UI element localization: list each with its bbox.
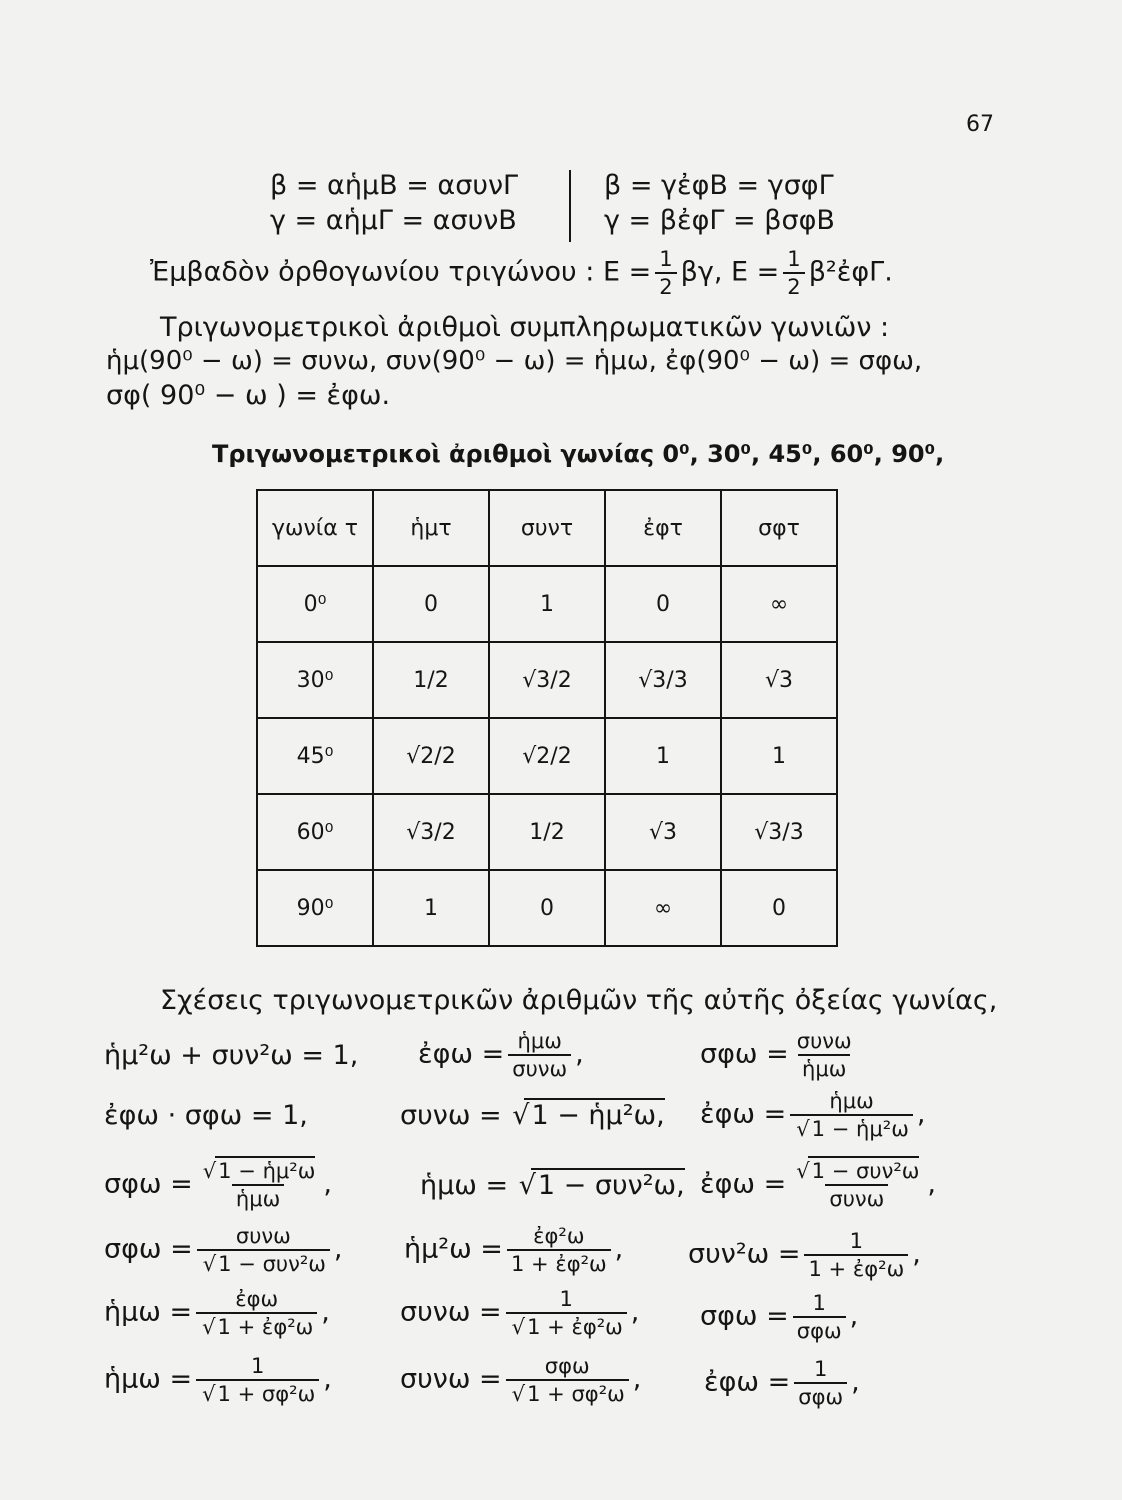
def-divider [569, 170, 571, 242]
rel4-a: σφω = συνω √ 1 − συν²ω , [104, 1225, 343, 1275]
frac-den: ἡμω [232, 1184, 284, 1210]
frac-den [196, 1312, 317, 1338]
header-tan: ἐφτ [605, 490, 721, 566]
table-cell: 1 [489, 566, 605, 642]
header-angle: γωνία τ [257, 490, 373, 566]
table-cell: 30⁰ [257, 642, 373, 718]
table-cell: 0 [721, 870, 837, 946]
frac-num: 1 [813, 1356, 828, 1381]
table-cell: 0 [373, 566, 489, 642]
frac-num: 1 [559, 1286, 573, 1311]
frac-den [506, 1379, 629, 1405]
frac-den: 1 + ἐφ²ω [507, 1249, 611, 1275]
rel2-b [400, 1100, 665, 1131]
frac-den: σφω [794, 1382, 847, 1408]
frac [790, 1160, 923, 1210]
frac [793, 1292, 846, 1342]
rel2-a: ἐφω · σφω = 1, [104, 1100, 308, 1131]
lhs: ἐφω = [700, 1168, 787, 1200]
rel1-a: ἡμ²ω + συν²ω = 1, [104, 1040, 359, 1071]
table-cell: √3 [605, 794, 721, 870]
frac [507, 1225, 611, 1275]
complementary-line1: ἡμ(90⁰ − ω) = συνω, συν(90⁰ − ω) = ἡμω, ἐφ(90⁰ − ω) = σφω, [106, 346, 923, 376]
lhs: σφω = [104, 1233, 193, 1265]
area-e1: E = [602, 256, 652, 288]
table-cell: 1 [721, 718, 837, 794]
table-cell: 0 [489, 870, 605, 946]
frac-num: 1 [659, 246, 673, 271]
area-frac2 [783, 248, 804, 298]
radical: √ 1 − ἡμ²ω [808, 1114, 909, 1141]
radical: √ 1 + σφ²ω [524, 1379, 625, 1406]
frac-num: ἡμω [829, 1088, 874, 1113]
frac [197, 1225, 330, 1275]
frac [196, 1288, 317, 1338]
area-t2: β²ἐφΓ. [808, 256, 893, 288]
lhs: συνω = [400, 1100, 502, 1131]
frac-den [197, 1249, 330, 1275]
header-cot: σφτ [721, 490, 837, 566]
rel3-b [420, 1170, 685, 1201]
frac-num: 1 [250, 1353, 265, 1378]
frac [506, 1288, 627, 1338]
radical: √ 1 + ἐφ²ω [524, 1312, 623, 1339]
frac-den [196, 1379, 319, 1405]
rel2-c: ἐφω = ἡμω √ 1 − ἡμ²ω , [700, 1090, 925, 1140]
table-cell: 60⁰ [257, 794, 373, 870]
def-left-1: β = αἡμΒ = ασυνΓ [270, 170, 519, 201]
trig-table [256, 489, 838, 947]
table-cell: √3/3 [605, 642, 721, 718]
lhs: ἡμω = [104, 1296, 193, 1328]
table-row [257, 870, 837, 946]
rel1-c [700, 1030, 860, 1080]
frac-num: ἡμω [517, 1028, 562, 1053]
area-t1: βγ, [680, 256, 723, 288]
rel5-c: σφω = $\frac{1}{\text{σφω}}$ , [700, 1290, 859, 1344]
relations-heading: Σχέσεις τριγωνομετρικῶν ἀριθμῶν τῆς αὐτῆς ὀξείας γωνίας, [160, 985, 998, 1016]
lhs: συνω = [400, 1296, 502, 1328]
frac [790, 1090, 913, 1140]
header-cos: συντ [489, 490, 605, 566]
area-frac1 [655, 248, 676, 298]
radical: √ 1 − ἡμ²ω [215, 1156, 316, 1183]
lhs: ἐφω = [704, 1366, 791, 1398]
rel6-c: ἐφω = $\frac{1}{\text{σφω}}$ , [704, 1356, 860, 1410]
table-cell: √3/2 [489, 642, 605, 718]
frac [196, 1355, 319, 1405]
table-cell: 1 [605, 718, 721, 794]
table-cell: 1/2 [373, 642, 489, 718]
table-cell: ∞ [605, 870, 721, 946]
frac-den [506, 1312, 627, 1338]
page-number: 67 [966, 112, 994, 137]
lhs: συνω = [400, 1363, 502, 1395]
rel4-c: συν²ω = $\frac{1}{\text{1 + ἐφ²ω}}$ , [688, 1228, 921, 1282]
radical: √ 1 + σφ²ω [214, 1379, 315, 1406]
header-sin: ἡμτ [373, 490, 489, 566]
lhs: ἡμω = [104, 1363, 193, 1395]
frac-num [790, 1160, 923, 1184]
table-row [257, 642, 837, 718]
complementary-heading: Τριγωνομετρικοὶ ἀριθμοὶ συμπληρωματικῶν γωνιῶν : [160, 312, 890, 343]
frac-den: συνω [825, 1184, 888, 1210]
area-e2: E = [731, 256, 780, 288]
frac-num: σφω [544, 1353, 590, 1378]
frac-den [790, 1114, 913, 1140]
frac [794, 1358, 847, 1408]
table-cell: 90⁰ [257, 870, 373, 946]
radical: √ 1 + ἐφ²ω [214, 1312, 313, 1339]
table-cell: √3/2 [373, 794, 489, 870]
lhs: ἐφω = [418, 1038, 505, 1070]
frac-den: 2 [655, 272, 676, 298]
complementary-line2: σφ( 90⁰ − ω ) = ἐφω. [106, 380, 391, 411]
table-cell: √2/2 [489, 718, 605, 794]
rel4-b: ἡμ²ω = $\frac{\text{ἐφ²ω}}{\text{1 + ἐφ²ω}}$ , [404, 1223, 624, 1277]
frac-num: 1 [812, 1290, 826, 1315]
table-cell: √3/3 [721, 794, 837, 870]
table-cell: √3 [721, 642, 837, 718]
def-right-1: β = γἐφΒ = γσφΓ [604, 170, 834, 201]
table-cell: √2/2 [373, 718, 489, 794]
table-row [257, 566, 837, 642]
table-cell: 45⁰ [257, 718, 373, 794]
rel5-b: συνω = 1 √ 1 + ἐφ²ω , [400, 1288, 639, 1338]
rel1-b: ἐφω = $\frac{\text{ἡμω}}{\text{συνω}}$ , [418, 1028, 584, 1082]
lhs: σφω = [700, 1038, 789, 1070]
rel6-a: ἡμω = 1 √ 1 + σφ²ω , [104, 1355, 332, 1405]
rel3-a: σφω = √ $\frac{\text{1 − ἡμ²ω}}{\text{ἡμω}}$ , [104, 1160, 332, 1210]
table-row [257, 718, 837, 794]
radical: √ 1 − ἡμ²ω, [524, 1098, 665, 1131]
lhs: συν²ω = [688, 1238, 801, 1270]
rel6-b: συνω = σφω √ 1 + σφ²ω , [400, 1355, 641, 1405]
frac-den: συνω [508, 1054, 571, 1080]
lhs: σφω = [104, 1168, 193, 1200]
frac [804, 1230, 908, 1280]
table-row [257, 794, 837, 870]
frac [793, 1030, 856, 1080]
frac [506, 1355, 629, 1405]
frac-num: συνω [796, 1028, 852, 1053]
lhs: ἐφω = [700, 1098, 787, 1130]
frac-den: ἡμω [798, 1054, 850, 1080]
frac-num [197, 1160, 320, 1184]
area-label: Ἐμβαδὸν ὀρθογωνίου τριγώνου : [150, 256, 595, 288]
lhs: ἡμ²ω = [404, 1233, 503, 1265]
frac-num: 1 [787, 246, 801, 271]
frac-num: συνω [235, 1223, 291, 1248]
table-header-row [257, 490, 837, 566]
frac-den: 2 [783, 272, 804, 298]
table-cell: ∞ [721, 566, 837, 642]
frac-num: 1 [849, 1228, 864, 1253]
radical: √ 1 − συν²ω [215, 1249, 326, 1276]
table-cell: 1/2 [489, 794, 605, 870]
table-cell: 1 [373, 870, 489, 946]
lhs: ἡμω = [420, 1170, 509, 1201]
frac [508, 1030, 571, 1080]
frac-den: σφω [793, 1316, 846, 1342]
radical: √ 1 − συν²ω, [531, 1168, 685, 1201]
rel3-c: ἐφω = √ $\frac{\text{1 − συν²ω}}{\text{συνω}}$ , [700, 1160, 936, 1210]
table-cell: 0⁰ [257, 566, 373, 642]
radical: √ 1 − συν²ω [808, 1156, 919, 1183]
def-left-2: γ = αἡμΓ = ασυνΒ [270, 205, 517, 236]
rel5-a: ἡμω = ἐφω √ 1 + ἐφ²ω , [104, 1288, 330, 1338]
frac-den: 1 + ἐφ²ω [804, 1254, 908, 1280]
table-caption: Τριγωνομετρικοὶ ἀριθμοὶ γωνίας 0⁰, 30⁰, 45⁰, 60⁰, 90⁰, [212, 440, 945, 468]
area-formula [150, 248, 893, 298]
lhs: σφω = [700, 1300, 789, 1332]
frac-num: ἐφω [235, 1286, 279, 1311]
frac-num: ἐφ²ω [533, 1223, 585, 1248]
table-cell: 0 [605, 566, 721, 642]
frac [197, 1160, 320, 1210]
def-right-2: γ = βἐφΓ = βσφΒ [604, 205, 835, 236]
